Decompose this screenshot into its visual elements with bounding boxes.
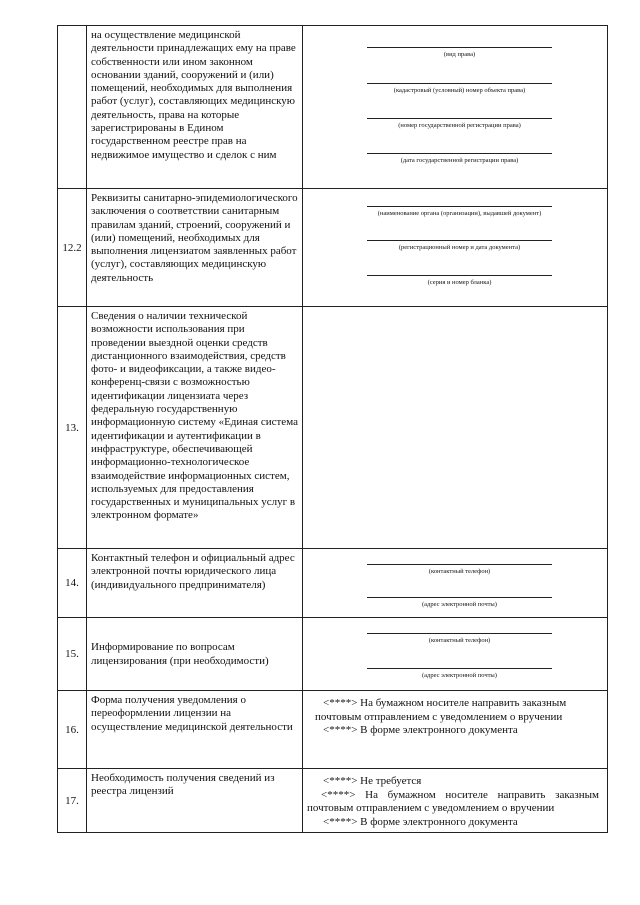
row-value <box>303 769 608 833</box>
field-email[interactable] <box>367 668 552 679</box>
row-value <box>303 691 608 769</box>
field-caption: (кадастровый (условный) номер объекта права) <box>393 87 526 94</box>
table-row <box>58 618 608 691</box>
table-row <box>58 307 608 549</box>
row-description: Реквизиты санитарно-эпидемиологического заключения о соответствии санитарным правилам зданий, строений, сооружений и (или) помещений, необходимых для выполнения лицензиатом заявленных работ (услуг), составляющих медицинскую деятельность <box>87 189 303 307</box>
option-not-required[interactable]: <****> Не требуется <box>323 775 422 787</box>
license-form-table <box>57 25 608 833</box>
row-description: на осуществление медицинской деятельности принадлежащих ему на праве собственности или ином законном основании зданий, сооружений и (или) помещений, необходимых для выполнения работ (услуг), составляющих медицинскую деятельность, права на которые зарегистрированы в Едином государственном реестре прав на недвижимое имущество и сделок с ним <box>87 26 303 189</box>
field-caption: (вид права) <box>443 51 476 58</box>
field-issuing-authority[interactable] <box>367 206 552 217</box>
field-caption: (контактный телефон) <box>428 568 491 575</box>
row-value <box>303 26 608 189</box>
row-number: 12.2 <box>58 189 87 307</box>
row-description: Необходимость получения сведений из реестра лицензий <box>87 769 303 833</box>
option-paper-mail[interactable]: <****> На бумажном носителе направить заказным почтовым отправлением с уведомлением о вручении <box>315 697 567 723</box>
table-row <box>58 26 608 189</box>
option-electronic[interactable]: <****> В форме электронного документа <box>323 815 518 828</box>
row-value <box>303 189 608 307</box>
field-document-number-date[interactable] <box>367 240 552 251</box>
table-row <box>58 691 608 769</box>
field-form-series-number[interactable] <box>367 275 552 286</box>
row-value <box>303 618 608 691</box>
field-caption: (дата государственной регистрации права) <box>400 157 519 164</box>
field-caption: (адрес электронной почты) <box>422 672 497 679</box>
row-number: 15. <box>58 618 87 691</box>
row-number: 14. <box>58 549 87 618</box>
field-caption: (контактный телефон) <box>428 637 491 644</box>
row-description: Информирование по вопросам лицензирования (при необходимости) <box>87 618 303 691</box>
option-paper-mail[interactable]: <****> На бумажном носителе направить заказным почтовым отправлением с уведомлением о вручении <box>307 788 599 814</box>
table-row <box>58 769 608 833</box>
field-caption: (номер государственной регистрации права) <box>398 122 521 129</box>
row-value <box>303 549 608 618</box>
table-row <box>58 189 608 307</box>
row-description: Сведения о наличии технической возможности использования при проведении выездной оценки средств дистанционного взаимодействия, средств фото- и видеофиксации, а также видео-конференц-связи с возможностью идентификации лицензиата через федеральную государственную информационную систему «Единая система идентификации и аутентификации в инфраструктуре, обеспечивающей информационно-технологическое взаимодействие информационных систем, используемых для предоставления государственных и муниципальных услуг в электронном формате» <box>87 307 303 549</box>
field-contact-phone[interactable] <box>367 633 552 644</box>
row-description: Форма получения уведомления о переоформлении лицензии на осуществление медицинской деятельности <box>87 691 303 769</box>
field-contact-phone[interactable] <box>367 564 552 575</box>
row-number <box>58 26 87 189</box>
field-caption: (регистрационный номер и дата документа) <box>398 244 521 251</box>
field-caption: (наименование органа (организации), выдавшей документ) <box>377 210 542 217</box>
field-registration-number[interactable] <box>367 118 552 129</box>
field-caption: (серия и номер бланка) <box>427 279 492 286</box>
field-right-type[interactable] <box>367 47 552 58</box>
field-caption: (адрес электронной почты) <box>422 601 497 608</box>
row-number: 16. <box>58 691 87 769</box>
field-registration-date[interactable] <box>367 153 552 164</box>
option-electronic[interactable]: <****> В форме электронного документа <box>323 724 518 736</box>
row-number: 13. <box>58 307 87 549</box>
field-cadastral-number[interactable] <box>367 83 552 94</box>
row-number: 17. <box>58 769 87 833</box>
row-description: Контактный телефон и официальный адрес электронной почты юридического лица (индивидуального предпринимателя) <box>87 549 303 618</box>
row-value[interactable] <box>303 307 608 549</box>
field-email[interactable] <box>367 597 552 608</box>
table-row <box>58 549 608 618</box>
